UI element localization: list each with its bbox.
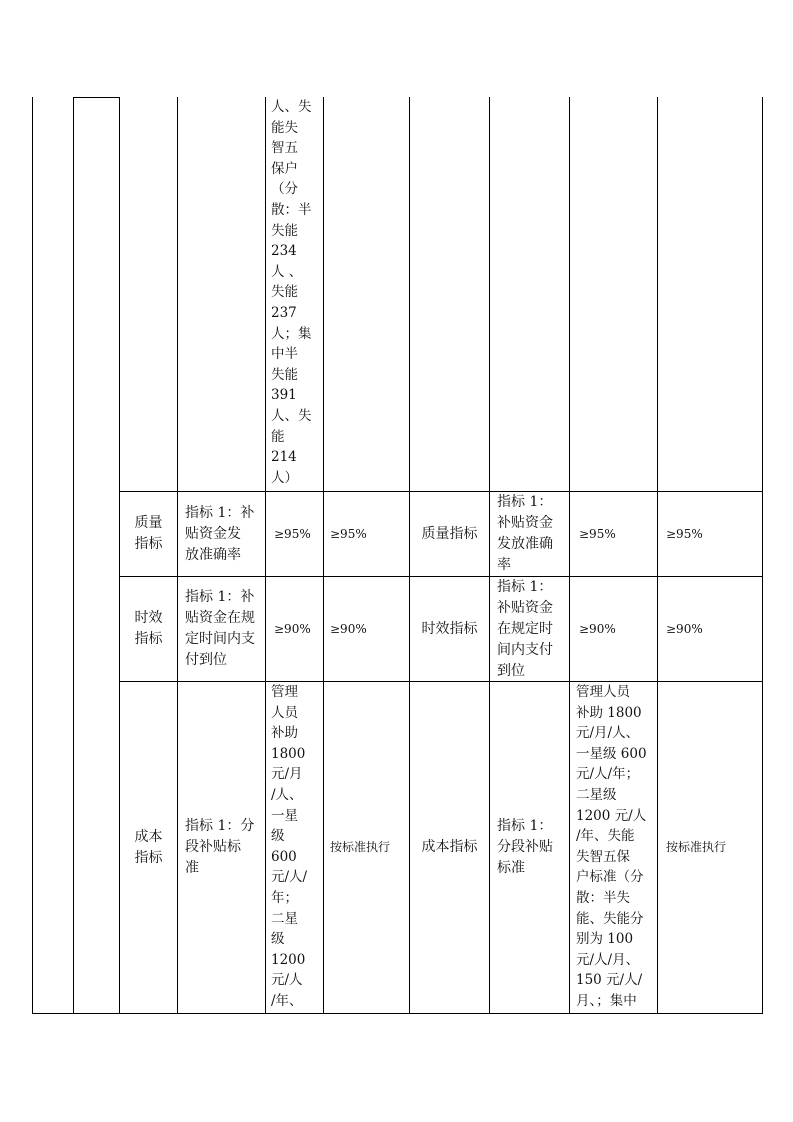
performance-indicator-table (32, 97, 763, 1014)
grid-line (73, 97, 74, 1014)
plan-value-cell: 管理人员 补助 1800 元/月/人、 一星级 600 元/人/年； 二星级 1200 元/人 /年、失能 失智五保 户标准（分 散：半失 能、失能分 别为 100 元/人/月、 150 元/人/ 月、；集中 (576, 684, 647, 1009)
indicator-cell: 指标 1：补 贴资金发 放准确率 (185, 504, 255, 563)
actual-value-cell: ≥90% (330, 621, 367, 636)
grid-line (762, 97, 763, 1014)
plan-value-cell: ≥90% (274, 621, 311, 636)
plan-value-cell: ≥90% (579, 621, 616, 636)
grid-line (73, 97, 119, 98)
indicator-cell: 指标 1：分 段补贴标 准 (185, 818, 255, 876)
grid-line (32, 1013, 763, 1014)
indicator-cell: 指标 1： 补贴资金 发放准确 率 (497, 494, 553, 573)
category-cell: 质量指标 (421, 525, 478, 542)
category-cell: 时效 指标 (134, 610, 163, 647)
actual-value-cell: 按标准执行 (666, 840, 727, 854)
category-cell: 成本 指标 (134, 828, 163, 866)
category-cell: 质量 指标 (134, 515, 163, 552)
actual-value-cell: ≥95% (330, 526, 367, 541)
actual-value-cell: ≥90% (666, 621, 703, 636)
plan-value-cell: 人、失 能失 智五 保户 （分 散：半 失能 234 人 、 失能 237 人；集 中半 失能 391 人、失 能 214 人） (271, 99, 312, 486)
plan-value-cell: ≥95% (579, 526, 616, 541)
grid-line (32, 97, 33, 1014)
actual-value-cell: ≥95% (666, 526, 703, 541)
category-cell: 时效指标 (421, 620, 478, 637)
indicator-cell: 指标 1： 分段补贴 标准 (497, 818, 553, 876)
actual-value-cell: 按标准执行 (330, 840, 391, 854)
plan-value-cell: 管理 人员 补助 1800 元/月 /人、 一星 级 600 元/人/ 年； 二星 级 1200 元/人 /年、 (271, 684, 308, 1009)
category-cell: 成本指标 (421, 839, 478, 855)
plan-value-cell: ≥95% (274, 526, 311, 541)
indicator-cell: 指标 1： 补贴资金 在规定时 间内支付 到位 (497, 578, 553, 679)
indicator-cell: 指标 1：补 贴资金在规 定时间内支 付到位 (185, 589, 255, 668)
